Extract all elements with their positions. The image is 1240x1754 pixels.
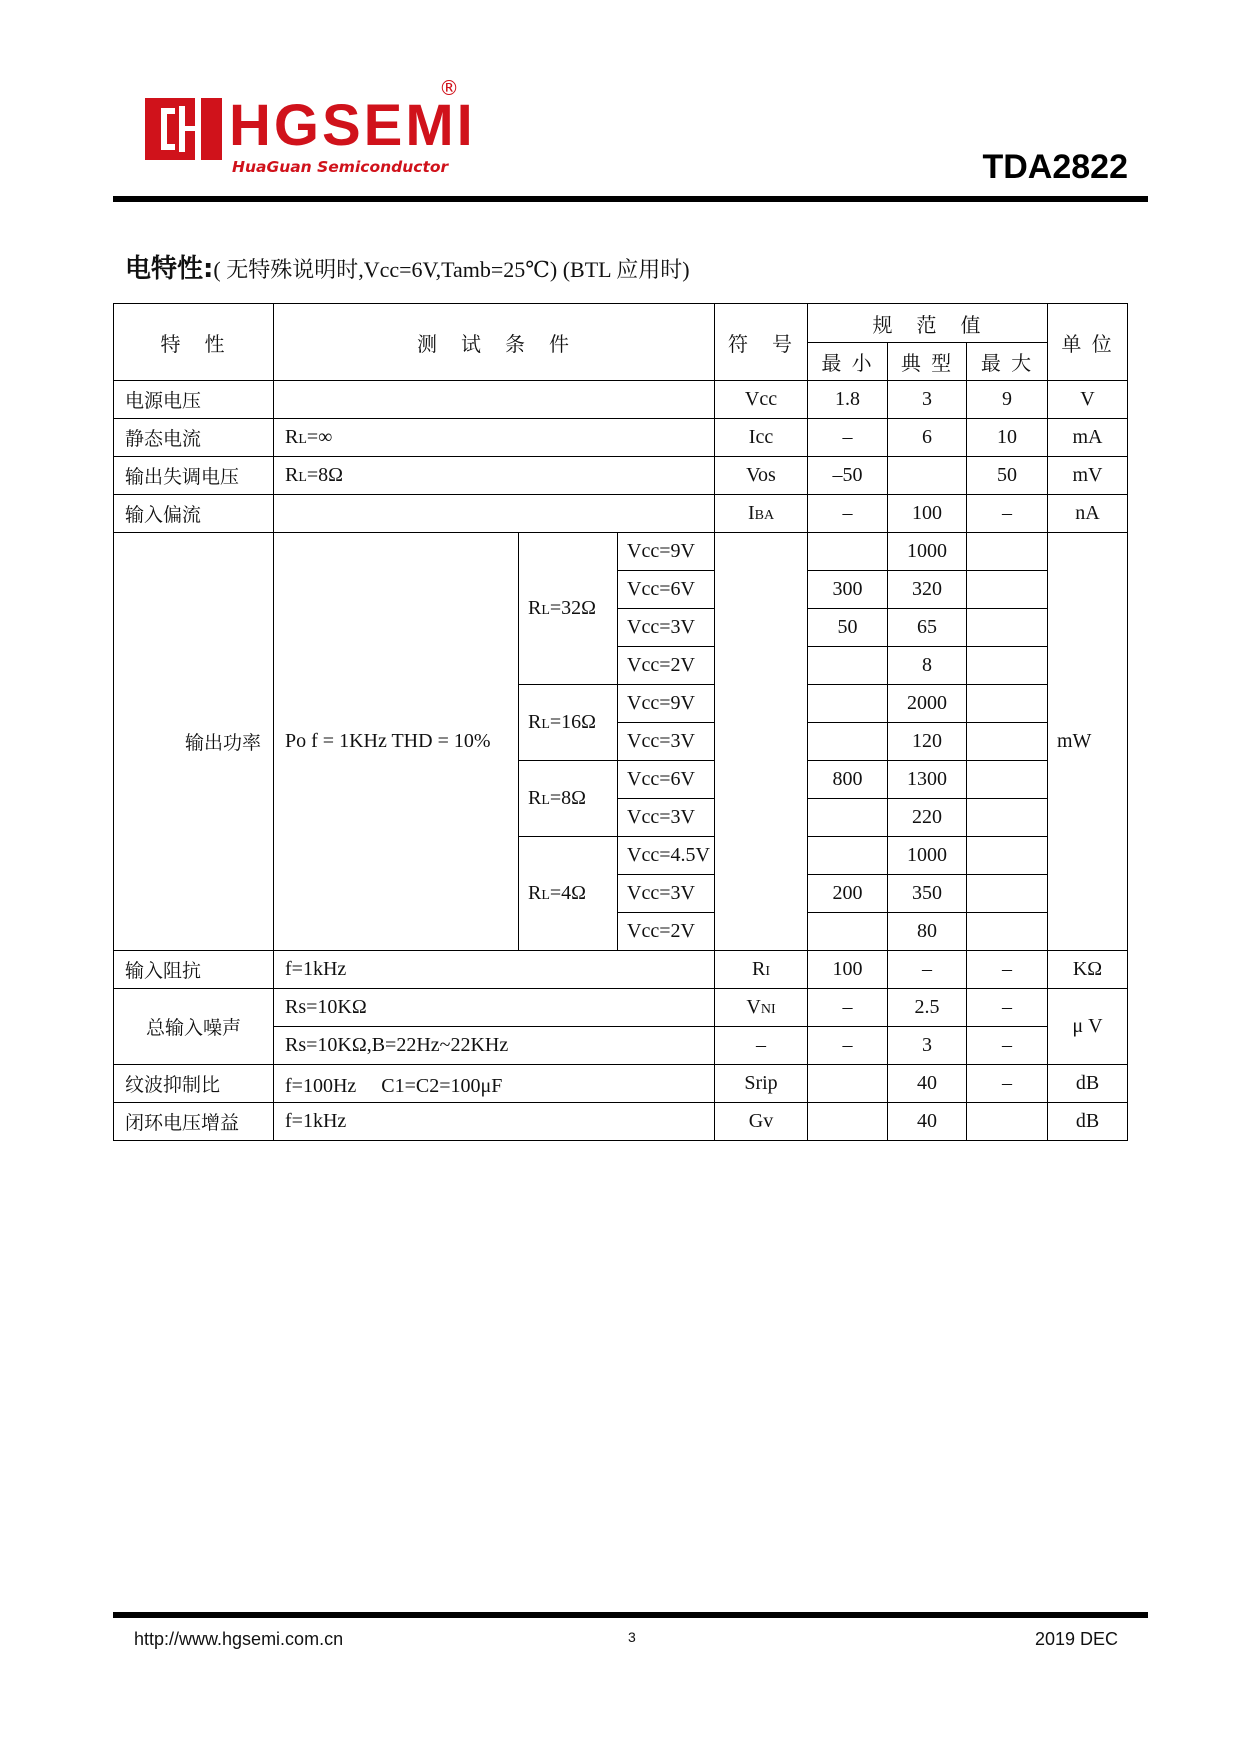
value-unit: mV — [1048, 457, 1128, 495]
param-symbol: – — [715, 1027, 808, 1065]
param-name: 闭环电压增益 — [114, 1103, 274, 1141]
part-number: TDA2822 — [982, 148, 1128, 186]
value-typ: 120 — [888, 723, 967, 761]
value-typ: 8 — [888, 647, 967, 685]
section-title-conditions: ( 无特殊说明时,Vcc=6V,Tamb=25℃) (BTL 应用时) — [213, 257, 690, 282]
table-row — [114, 533, 1128, 571]
value-typ: 100 — [888, 495, 967, 533]
param-symbol — [715, 495, 808, 533]
cond-tail: =8Ω — [306, 464, 344, 486]
table-row — [114, 419, 1128, 457]
value-typ: 350 — [888, 875, 967, 913]
param-symbol: Vos — [715, 457, 808, 495]
param-name: 输出功率 — [114, 533, 274, 951]
value-max — [967, 799, 1048, 837]
value-min: 100 — [808, 951, 888, 989]
param-name: 电源电压 — [114, 381, 274, 419]
rl-main: R — [528, 882, 542, 904]
cond-sub: L — [298, 432, 307, 447]
rl-sub: L — [541, 888, 550, 903]
param-condition: Po f = 1KHz THD = 10% — [274, 533, 519, 951]
supply-condition: Vcc=9V — [618, 685, 715, 723]
value-max: – — [967, 495, 1048, 533]
rl-main: R — [528, 787, 542, 809]
value-min: – — [808, 1027, 888, 1065]
header-spec-values: 规 范 值 — [808, 304, 1048, 343]
value-min — [808, 1103, 888, 1141]
value-typ: 1300 — [888, 761, 967, 799]
param-symbol: Vcc — [715, 381, 808, 419]
param-condition — [274, 381, 715, 419]
value-typ: 6 — [888, 419, 967, 457]
value-min — [808, 685, 888, 723]
symbol-sub: BA — [754, 508, 775, 523]
symbol-sub: NI — [760, 1002, 776, 1017]
value-min — [808, 799, 888, 837]
header-characteristic: 特 性 — [114, 304, 274, 381]
value-min — [808, 837, 888, 875]
value-max — [967, 875, 1048, 913]
page-number: 3 — [628, 1629, 636, 1645]
param-condition — [274, 457, 715, 495]
header-symbol: 符 号 — [715, 304, 808, 381]
value-unit: V — [1048, 381, 1128, 419]
supply-condition: Vcc=6V — [618, 761, 715, 799]
header-divider — [113, 196, 1148, 202]
load-resistance — [519, 533, 618, 685]
value-max: – — [967, 1065, 1048, 1103]
header-unit: 单 位 — [1048, 304, 1128, 381]
supply-condition: Vcc=3V — [618, 723, 715, 761]
param-name: 静态电流 — [114, 419, 274, 457]
param-name: 输入偏流 — [114, 495, 274, 533]
header-row — [114, 304, 1128, 343]
header-conditions: 测 试 条 件 — [274, 304, 715, 381]
value-typ: 320 — [888, 571, 967, 609]
value-typ — [888, 457, 967, 495]
section-title-bold: 电特性: — [125, 254, 214, 284]
table-row — [114, 951, 1128, 989]
param-condition: f=1kHz — [274, 1103, 715, 1141]
param-symbol — [715, 533, 808, 951]
value-unit: KΩ — [1048, 951, 1128, 989]
param-symbol — [715, 989, 808, 1027]
registered-mark-icon: ® — [439, 76, 459, 100]
value-typ: 2000 — [888, 685, 967, 723]
value-min: 800 — [808, 761, 888, 799]
value-min: –50 — [808, 457, 888, 495]
value-max — [967, 913, 1048, 951]
param-name: 总输入噪声 — [114, 989, 274, 1065]
rl-tail: =8Ω — [549, 787, 587, 809]
value-min: 1.8 — [808, 381, 888, 419]
param-symbol: Icc — [715, 419, 808, 457]
brand-logo-text: HGSEMI — [229, 93, 476, 158]
section-title — [125, 252, 690, 287]
footer-divider — [113, 1612, 1148, 1618]
value-max: 10 — [967, 419, 1048, 457]
value-max: – — [967, 1027, 1048, 1065]
rl-tail: =4Ω — [549, 882, 587, 904]
cond-main: R — [285, 464, 299, 486]
value-unit: μ V — [1048, 989, 1128, 1065]
table-row — [114, 1065, 1128, 1103]
param-name: 纹波抑制比 — [114, 1065, 274, 1103]
value-max — [967, 533, 1048, 571]
value-unit: nA — [1048, 495, 1128, 533]
value-min: – — [808, 495, 888, 533]
value-min: – — [808, 419, 888, 457]
rl-main: R — [528, 597, 542, 619]
value-min: 200 — [808, 875, 888, 913]
supply-condition: Vcc=2V — [618, 913, 715, 951]
param-condition — [274, 495, 715, 533]
value-min — [808, 723, 888, 761]
header-max: 最 大 — [967, 343, 1048, 381]
load-resistance — [519, 685, 618, 761]
value-min — [808, 913, 888, 951]
value-max: – — [967, 989, 1048, 1027]
supply-condition: Vcc=3V — [618, 875, 715, 913]
value-max — [967, 723, 1048, 761]
header-min: 最 小 — [808, 343, 888, 381]
value-unit: dB — [1048, 1103, 1128, 1141]
value-typ: 80 — [888, 913, 967, 951]
rl-tail: =16Ω — [549, 711, 597, 733]
value-max: – — [967, 951, 1048, 989]
value-max: 9 — [967, 381, 1048, 419]
supply-condition: Vcc=2V — [618, 647, 715, 685]
footer-website-link[interactable]: http://www.hgsemi.com.cn — [134, 1629, 344, 1649]
cond-main: R — [285, 426, 299, 448]
value-min — [808, 533, 888, 571]
value-min: – — [808, 989, 888, 1027]
value-max — [967, 761, 1048, 799]
value-typ: 65 — [888, 609, 967, 647]
param-name: 输出失调电压 — [114, 457, 274, 495]
value-typ: 1000 — [888, 837, 967, 875]
symbol-main: R — [751, 958, 766, 980]
load-resistance — [519, 837, 618, 951]
value-unit: mW — [1048, 533, 1128, 951]
rl-sub: L — [541, 603, 550, 618]
rl-sub: L — [541, 717, 550, 732]
value-max — [967, 609, 1048, 647]
value-unit: mA — [1048, 419, 1128, 457]
table-row — [114, 1103, 1128, 1141]
revision-date: 2019 DEC — [1034, 1629, 1118, 1649]
param-symbol: Gv — [715, 1103, 808, 1141]
header-typ: 典 型 — [888, 343, 967, 381]
cond-tail: =∞ — [306, 426, 333, 448]
supply-condition: Vcc=9V — [618, 533, 715, 571]
value-typ: 40 — [888, 1103, 967, 1141]
load-resistance — [519, 761, 618, 837]
param-symbol — [715, 951, 808, 989]
value-typ: 220 — [888, 799, 967, 837]
logo-icon — [145, 98, 222, 160]
rl-sub: L — [541, 793, 550, 808]
value-min: 50 — [808, 609, 888, 647]
value-unit: dB — [1048, 1065, 1128, 1103]
param-condition: Rs=10KΩ — [274, 989, 715, 1027]
supply-condition: Vcc=4.5V — [618, 837, 715, 875]
rl-tail: =32Ω — [549, 597, 597, 619]
symbol-main: I — [747, 502, 755, 524]
table-row — [114, 495, 1128, 533]
param-symbol: Srip — [715, 1065, 808, 1103]
value-min — [808, 647, 888, 685]
value-max — [967, 571, 1048, 609]
param-condition: f=100Hz C1=C2=100μF — [274, 1065, 715, 1103]
param-condition: Rs=10KΩ,B=22Hz~22KHz — [274, 1027, 715, 1065]
symbol-main: V — [746, 996, 761, 1018]
value-typ: – — [888, 951, 967, 989]
symbol-sub: I — [765, 964, 770, 979]
table-row — [114, 989, 1128, 1027]
value-typ: 40 — [888, 1065, 967, 1103]
param-condition — [274, 419, 715, 457]
value-max — [967, 685, 1048, 723]
value-typ: 3 — [888, 1027, 967, 1065]
value-max — [967, 837, 1048, 875]
supply-condition: Vcc=3V — [618, 799, 715, 837]
value-max — [967, 647, 1048, 685]
value-max — [967, 1103, 1048, 1141]
param-condition: f=1kHz — [274, 951, 715, 989]
supply-condition: Vcc=6V — [618, 571, 715, 609]
table-row — [114, 457, 1128, 495]
supply-condition: Vcc=3V — [618, 609, 715, 647]
rl-main: R — [528, 711, 542, 733]
value-typ: 1000 — [888, 533, 967, 571]
cond-sub: L — [298, 470, 307, 485]
value-typ: 2.5 — [888, 989, 967, 1027]
brand-subtitle: HuaGuan Semiconductor — [232, 158, 449, 176]
electrical-characteristics-table — [113, 303, 1128, 1141]
table-row — [114, 381, 1128, 419]
value-typ: 3 — [888, 381, 967, 419]
param-name: 输入阻抗 — [114, 951, 274, 989]
value-min: 300 — [808, 571, 888, 609]
value-max: 50 — [967, 457, 1048, 495]
value-min — [808, 1065, 888, 1103]
